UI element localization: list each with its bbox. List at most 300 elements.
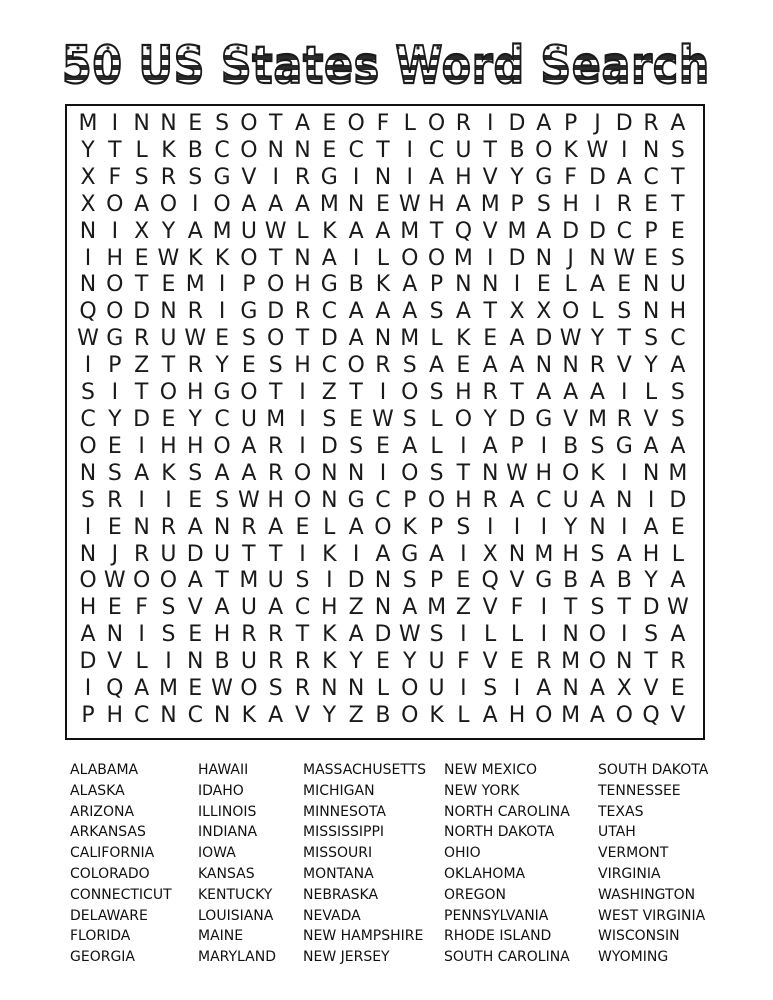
grid-letter[interactable]: R	[294, 164, 311, 190]
grid-letter[interactable]: A	[241, 191, 257, 217]
grid-letter[interactable]: T	[134, 380, 149, 406]
grid-letter[interactable]: L	[135, 649, 148, 675]
grid-letter[interactable]: K	[161, 460, 176, 486]
grid-letter[interactable]: S	[429, 380, 444, 406]
grid-letter[interactable]: R	[589, 353, 606, 379]
grid-letter[interactable]: O	[132, 568, 151, 594]
grid-letter[interactable]: A	[643, 514, 659, 540]
grid-letter[interactable]: N	[347, 460, 365, 486]
grid-letter[interactable]: M	[185, 272, 205, 298]
grid-letter[interactable]: R	[482, 487, 498, 513]
grid-letter[interactable]: W	[184, 326, 207, 352]
grid-letter[interactable]: V	[241, 164, 257, 190]
grid-letter[interactable]: R	[268, 460, 284, 486]
grid-letter[interactable]: X	[134, 218, 150, 244]
grid-letter[interactable]: D	[588, 164, 606, 190]
grid-letter[interactable]: Y	[322, 702, 337, 728]
grid-letter[interactable]: V	[187, 595, 203, 621]
grid-letter[interactable]: A	[616, 541, 632, 567]
grid-letter[interactable]: S	[483, 676, 498, 702]
grid-letter[interactable]: A	[268, 191, 284, 217]
grid-letter[interactable]: A	[670, 353, 686, 379]
grid-letter[interactable]: O	[79, 568, 97, 594]
grid-letter[interactable]: D	[642, 595, 660, 621]
grid-letter[interactable]: R	[160, 514, 177, 540]
grid-letter[interactable]: I	[272, 164, 279, 190]
grid-letter[interactable]: C	[187, 702, 203, 728]
grid-letter[interactable]: T	[295, 326, 310, 352]
grid-letter[interactable]: Y	[215, 353, 229, 379]
grid-letter[interactable]: S	[268, 353, 283, 379]
grid-letter[interactable]: R	[241, 514, 257, 540]
grid-letter[interactable]: W	[264, 218, 287, 244]
grid-letter[interactable]: I	[379, 380, 387, 406]
grid-letter[interactable]: S	[617, 299, 632, 325]
grid-letter[interactable]: N	[562, 353, 579, 379]
grid-letter[interactable]: C	[643, 164, 659, 190]
grid-letter[interactable]: R	[455, 111, 472, 136]
grid-letter[interactable]: A	[241, 433, 257, 459]
grid-letter[interactable]: S	[188, 460, 203, 486]
grid-letter[interactable]: G	[535, 568, 553, 594]
grid-letter[interactable]: G	[615, 433, 633, 459]
grid-letter[interactable]: A	[670, 622, 686, 648]
grid-letter[interactable]: Z	[348, 595, 364, 621]
grid-letter[interactable]: I	[138, 622, 145, 648]
grid-letter[interactable]: X	[80, 191, 96, 217]
grid-letter[interactable]: D	[508, 245, 526, 271]
grid-letter[interactable]: Q	[106, 676, 124, 702]
grid-letter[interactable]: R	[160, 164, 177, 190]
grid-letter[interactable]: O	[561, 299, 580, 325]
grid-letter[interactable]: R	[107, 487, 123, 513]
grid-letter[interactable]: T	[617, 595, 631, 621]
grid-letter[interactable]: O	[401, 245, 419, 271]
grid-letter[interactable]: I	[111, 111, 119, 136]
grid-letter[interactable]: T	[295, 622, 310, 648]
grid-letter[interactable]: N	[642, 460, 660, 486]
grid-letter[interactable]: E	[644, 191, 659, 217]
grid-letter[interactable]: I	[621, 622, 628, 648]
grid-letter[interactable]: T	[376, 137, 390, 163]
grid-letter[interactable]: Y	[483, 406, 497, 432]
grid-letter[interactable]: N	[321, 487, 338, 513]
grid-letter[interactable]: U	[455, 137, 472, 163]
grid-letter[interactable]: H	[321, 595, 338, 621]
grid-letter[interactable]: D	[669, 487, 687, 513]
grid-letter[interactable]: V	[670, 702, 686, 728]
grid-letter[interactable]: K	[590, 460, 605, 486]
grid-letter[interactable]: H	[213, 622, 231, 648]
grid-letter[interactable]: K	[322, 218, 337, 244]
grid-letter[interactable]: R	[616, 406, 632, 432]
grid-letter[interactable]: A	[294, 191, 311, 217]
grid-letter[interactable]: T	[268, 245, 283, 271]
grid-letter[interactable]: R	[294, 649, 311, 675]
grid-letter[interactable]: T	[644, 649, 658, 675]
grid-letter[interactable]: O	[347, 111, 365, 136]
grid-letter[interactable]: X	[80, 164, 96, 190]
grid-letter[interactable]: H	[455, 380, 472, 406]
grid-letter[interactable]: S	[241, 326, 256, 352]
grid-letter[interactable]: X	[482, 541, 498, 567]
grid-letter[interactable]: E	[188, 676, 203, 702]
grid-letter[interactable]: X	[509, 299, 525, 325]
grid-letter[interactable]: C	[321, 299, 337, 325]
grid-letter[interactable]: O	[427, 111, 446, 136]
grid-letter[interactable]: A	[643, 433, 659, 459]
grid-letter[interactable]: O	[159, 191, 178, 217]
grid-letter[interactable]: H	[455, 487, 472, 513]
grid-letter[interactable]: O	[401, 702, 419, 728]
grid-letter[interactable]: P	[81, 702, 95, 728]
grid-letter[interactable]: N	[562, 622, 579, 648]
grid-letter[interactable]: E	[670, 514, 685, 540]
grid-letter[interactable]: O	[427, 487, 446, 513]
grid-letter[interactable]: A	[268, 702, 284, 728]
grid-letter[interactable]: K	[188, 245, 203, 271]
grid-letter[interactable]: M	[561, 702, 581, 728]
grid-letter[interactable]: E	[215, 326, 230, 352]
grid-letter[interactable]: X	[536, 299, 552, 325]
grid-letter[interactable]: A	[536, 218, 552, 244]
grid-letter[interactable]: M	[212, 218, 232, 244]
grid-letter[interactable]: N	[455, 272, 472, 298]
grid-letter[interactable]: N	[294, 137, 311, 163]
grid-letter[interactable]: N	[160, 111, 177, 136]
grid-letter[interactable]: N	[374, 568, 392, 594]
grid-letter[interactable]: S	[402, 406, 417, 432]
grid-letter[interactable]: N	[133, 111, 150, 136]
grid-letter[interactable]: A	[482, 353, 498, 379]
grid-letter[interactable]: U	[240, 218, 257, 244]
grid-letter[interactable]: N	[642, 272, 660, 298]
grid-letter[interactable]: K	[322, 541, 337, 567]
grid-letter[interactable]: I	[84, 245, 92, 271]
grid-letter[interactable]: H	[106, 702, 124, 728]
grid-letter[interactable]: K	[161, 137, 176, 163]
grid-letter[interactable]: K	[375, 272, 391, 298]
grid-letter[interactable]: H	[79, 595, 97, 621]
grid-letter[interactable]: D	[374, 622, 392, 648]
grid-letter[interactable]: H	[669, 299, 687, 325]
grid-letter[interactable]: I	[352, 164, 360, 190]
grid-letter[interactable]: E	[375, 191, 390, 217]
grid-letter[interactable]: W	[559, 326, 582, 352]
grid-letter[interactable]: A	[348, 514, 364, 540]
grid-letter[interactable]: C	[670, 326, 686, 352]
grid-letter[interactable]: S	[268, 676, 283, 702]
grid-letter[interactable]: W	[77, 326, 99, 352]
grid-letter[interactable]: O	[106, 299, 124, 325]
grid-letter[interactable]: L	[323, 514, 336, 540]
grid-letter[interactable]: O	[106, 272, 124, 298]
grid-letter[interactable]: A	[429, 164, 445, 190]
grid-letter[interactable]: A	[455, 191, 471, 217]
grid-letter[interactable]: S	[670, 137, 685, 163]
grid-letter[interactable]: S	[134, 164, 149, 190]
grid-letter[interactable]: A	[241, 460, 257, 486]
grid-letter[interactable]: M	[534, 541, 554, 567]
grid-letter[interactable]: I	[111, 218, 119, 244]
grid-letter[interactable]: N	[642, 299, 660, 325]
grid-letter[interactable]: N	[616, 487, 633, 513]
grid-letter[interactable]: E	[295, 514, 310, 540]
grid-letter[interactable]: I	[513, 272, 521, 298]
grid-letter[interactable]: E	[644, 245, 659, 271]
grid-letter[interactable]: H	[428, 191, 445, 217]
grid-letter[interactable]: S	[161, 595, 176, 621]
grid-letter[interactable]: S	[402, 568, 417, 594]
grid-letter[interactable]: R	[294, 676, 311, 702]
grid-letter[interactable]: A	[321, 245, 337, 271]
grid-letter[interactable]: R	[268, 622, 284, 648]
grid-letter[interactable]: L	[591, 299, 604, 325]
grid-letter[interactable]: N	[616, 649, 633, 675]
grid-letter[interactable]: O	[159, 380, 178, 406]
grid-letter[interactable]: G	[535, 406, 553, 432]
grid-letter[interactable]: O	[79, 433, 97, 459]
grid-letter[interactable]: R	[536, 649, 552, 675]
grid-letter[interactable]: E	[188, 111, 203, 136]
grid-letter[interactable]: H	[186, 380, 204, 406]
grid-letter[interactable]: U	[562, 487, 579, 513]
grid-letter[interactable]: C	[616, 218, 632, 244]
grid-letter[interactable]: N	[213, 702, 231, 728]
grid-letter[interactable]: C	[348, 137, 364, 163]
grid-letter[interactable]: B	[375, 702, 391, 728]
grid-letter[interactable]: X	[616, 676, 632, 702]
grid-letter[interactable]: O	[427, 245, 446, 271]
grid-letter[interactable]: M	[427, 595, 447, 621]
grid-letter[interactable]: I	[460, 433, 467, 459]
grid-letter[interactable]: Y	[349, 649, 363, 675]
grid-letter[interactable]: N	[347, 676, 365, 702]
grid-letter[interactable]: S	[188, 164, 203, 190]
grid-letter[interactable]: S	[644, 622, 659, 648]
grid-letter[interactable]: T	[617, 326, 631, 352]
grid-letter[interactable]: H	[535, 460, 553, 486]
grid-letter[interactable]: C	[214, 406, 230, 432]
grid-letter[interactable]: R	[268, 433, 284, 459]
grid-letter[interactable]: O	[588, 649, 607, 675]
grid-letter[interactable]: I	[165, 649, 172, 675]
grid-letter[interactable]: A	[187, 568, 203, 594]
grid-letter[interactable]: V	[482, 218, 498, 244]
grid-letter[interactable]: B	[348, 272, 364, 298]
grid-letter[interactable]: E	[107, 433, 122, 459]
grid-letter[interactable]: H	[562, 191, 579, 217]
grid-letter[interactable]: A	[187, 218, 203, 244]
grid-letter[interactable]: I	[406, 137, 413, 163]
grid-letter[interactable]: P	[644, 218, 658, 244]
grid-letter[interactable]: I	[165, 487, 172, 513]
grid-letter[interactable]: O	[535, 137, 553, 163]
grid-letter[interactable]: T	[510, 380, 524, 406]
grid-letter[interactable]: M	[561, 649, 581, 675]
grid-letter[interactable]: T	[161, 353, 176, 379]
grid-letter[interactable]: L	[403, 111, 416, 136]
grid-letter[interactable]: A	[589, 487, 605, 513]
grid-letter[interactable]: I	[379, 460, 387, 486]
grid-letter[interactable]: S	[349, 433, 364, 459]
grid-letter[interactable]: N	[374, 595, 392, 621]
grid-letter[interactable]: R	[482, 380, 498, 406]
grid-letter[interactable]: I	[111, 380, 119, 406]
grid-letter[interactable]: P	[403, 487, 417, 513]
grid-letter[interactable]: I	[513, 514, 521, 540]
grid-letter[interactable]: I	[192, 191, 199, 217]
grid-letter[interactable]: W	[398, 622, 421, 648]
grid-letter[interactable]: H	[186, 433, 204, 459]
grid-letter[interactable]: N	[79, 218, 97, 244]
grid-letter[interactable]: A	[294, 111, 311, 136]
grid-letter[interactable]: O	[588, 622, 607, 648]
grid-letter[interactable]: N	[508, 541, 526, 567]
grid-letter[interactable]: D	[186, 541, 204, 567]
grid-letter[interactable]: O	[106, 191, 124, 217]
grid-letter[interactable]: L	[135, 137, 148, 163]
grid-letter[interactable]: M	[453, 245, 473, 271]
grid-letter[interactable]: E	[161, 406, 176, 432]
grid-letter[interactable]: A	[134, 676, 150, 702]
grid-letter[interactable]: C	[375, 487, 391, 513]
grid-letter[interactable]: T	[268, 380, 283, 406]
grid-letter[interactable]: A	[670, 433, 686, 459]
grid-letter[interactable]: E	[188, 622, 203, 648]
grid-letter[interactable]: N	[79, 272, 97, 298]
grid-letter[interactable]: W	[211, 676, 233, 702]
grid-letter[interactable]: S	[402, 353, 417, 379]
grid-letter[interactable]: N	[294, 245, 311, 271]
grid-letter[interactable]: S	[590, 541, 605, 567]
grid-letter[interactable]: O	[159, 568, 178, 594]
grid-letter[interactable]: E	[375, 433, 390, 459]
grid-letter[interactable]: P	[429, 568, 444, 594]
grid-letter[interactable]: O	[347, 353, 365, 379]
grid-letter[interactable]: A	[482, 702, 498, 728]
grid-letter[interactable]: Z	[348, 702, 364, 728]
grid-letter[interactable]: N	[589, 514, 606, 540]
grid-letter[interactable]: H	[106, 245, 124, 271]
grid-letter[interactable]: V	[482, 595, 498, 621]
grid-letter[interactable]: O	[240, 676, 258, 702]
grid-letter[interactable]: A	[348, 218, 364, 244]
grid-letter[interactable]: M	[266, 406, 286, 432]
grid-letter[interactable]: N	[187, 649, 204, 675]
grid-letter[interactable]: V	[563, 406, 579, 432]
grid-letter[interactable]: G	[320, 164, 338, 190]
grid-letter[interactable]: T	[429, 218, 444, 244]
grid-letter[interactable]: F	[457, 649, 470, 675]
grid-letter[interactable]: A	[670, 568, 686, 594]
grid-letter[interactable]: I	[299, 406, 306, 432]
grid-letter[interactable]: L	[296, 218, 309, 244]
grid-letter[interactable]: I	[299, 541, 306, 567]
grid-letter[interactable]: H	[294, 272, 311, 298]
grid-letter[interactable]: I	[460, 541, 467, 567]
grid-letter[interactable]: H	[455, 164, 472, 190]
grid-letter[interactable]: V	[482, 649, 498, 675]
grid-letter[interactable]: K	[429, 702, 444, 728]
grid-letter[interactable]: D	[615, 111, 633, 136]
grid-letter[interactable]: A	[134, 191, 150, 217]
grid-letter[interactable]: A	[536, 111, 552, 136]
grid-letter[interactable]: Y	[510, 164, 524, 190]
grid-letter[interactable]: S	[429, 622, 444, 648]
grid-letter[interactable]: G	[347, 487, 365, 513]
grid-letter[interactable]: O	[240, 380, 258, 406]
grid-letter[interactable]: S	[644, 326, 659, 352]
grid-letter[interactable]: L	[430, 326, 443, 352]
grid-letter[interactable]: O	[267, 326, 285, 352]
grid-letter[interactable]: D	[347, 568, 365, 594]
grid-letter[interactable]: A	[80, 622, 96, 648]
grid-letter[interactable]: N	[133, 514, 150, 540]
grid-letter[interactable]: W	[586, 137, 609, 163]
grid-letter[interactable]: E	[670, 676, 685, 702]
grid-letter[interactable]: M	[400, 326, 420, 352]
grid-letter[interactable]: J	[111, 541, 119, 567]
grid-letter[interactable]: S	[81, 380, 95, 406]
grid-letter[interactable]: B	[563, 568, 579, 594]
grid-letter[interactable]: M	[587, 406, 607, 432]
grid-letter[interactable]: U	[160, 326, 177, 352]
grid-letter[interactable]: I	[138, 487, 145, 513]
grid-letter[interactable]: H	[562, 541, 579, 567]
grid-letter[interactable]: N	[160, 702, 177, 728]
grid-letter[interactable]: J	[594, 111, 601, 136]
grid-letter[interactable]: R	[241, 622, 257, 648]
grid-letter[interactable]: D	[320, 433, 338, 459]
grid-letter[interactable]: E	[241, 353, 256, 379]
grid-letter[interactable]: S	[429, 299, 444, 325]
grid-letter[interactable]: T	[215, 568, 229, 594]
grid-letter[interactable]: S	[456, 514, 471, 540]
grid-letter[interactable]: D	[267, 299, 285, 325]
grid-letter[interactable]: D	[588, 218, 606, 244]
grid-letter[interactable]: V	[616, 353, 632, 379]
grid-letter[interactable]: W	[398, 191, 421, 217]
grid-letter[interactable]: I	[406, 164, 413, 190]
grid-letter[interactable]: A	[455, 299, 471, 325]
grid-letter[interactable]: O	[374, 514, 392, 540]
grid-letter[interactable]: U	[669, 272, 686, 298]
grid-letter[interactable]: R	[375, 353, 391, 379]
grid-letter[interactable]: O	[615, 702, 633, 728]
grid-letter[interactable]: N	[213, 514, 231, 540]
grid-letter[interactable]: G	[320, 272, 338, 298]
grid-letter[interactable]: T	[671, 164, 685, 190]
grid-letter[interactable]: P	[563, 111, 578, 136]
grid-letter[interactable]: B	[214, 649, 230, 675]
grid-letter[interactable]: P	[108, 353, 122, 379]
grid-letter[interactable]: A	[402, 272, 418, 298]
grid-letter[interactable]: L	[430, 433, 443, 459]
grid-letter[interactable]: Z	[455, 595, 471, 621]
grid-letter[interactable]: K	[322, 649, 337, 675]
grid-letter[interactable]: N	[535, 245, 553, 271]
grid-letter[interactable]: Z	[321, 380, 337, 406]
grid-letter[interactable]: A	[348, 622, 364, 648]
grid-letter[interactable]: S	[429, 460, 444, 486]
grid-letter[interactable]: A	[402, 433, 418, 459]
grid-letter[interactable]: N	[481, 272, 499, 298]
grid-letter[interactable]: N	[374, 326, 392, 352]
grid-letter[interactable]: R	[133, 541, 150, 567]
grid-letter[interactable]: I	[486, 245, 494, 271]
grid-letter[interactable]: K	[241, 702, 257, 728]
